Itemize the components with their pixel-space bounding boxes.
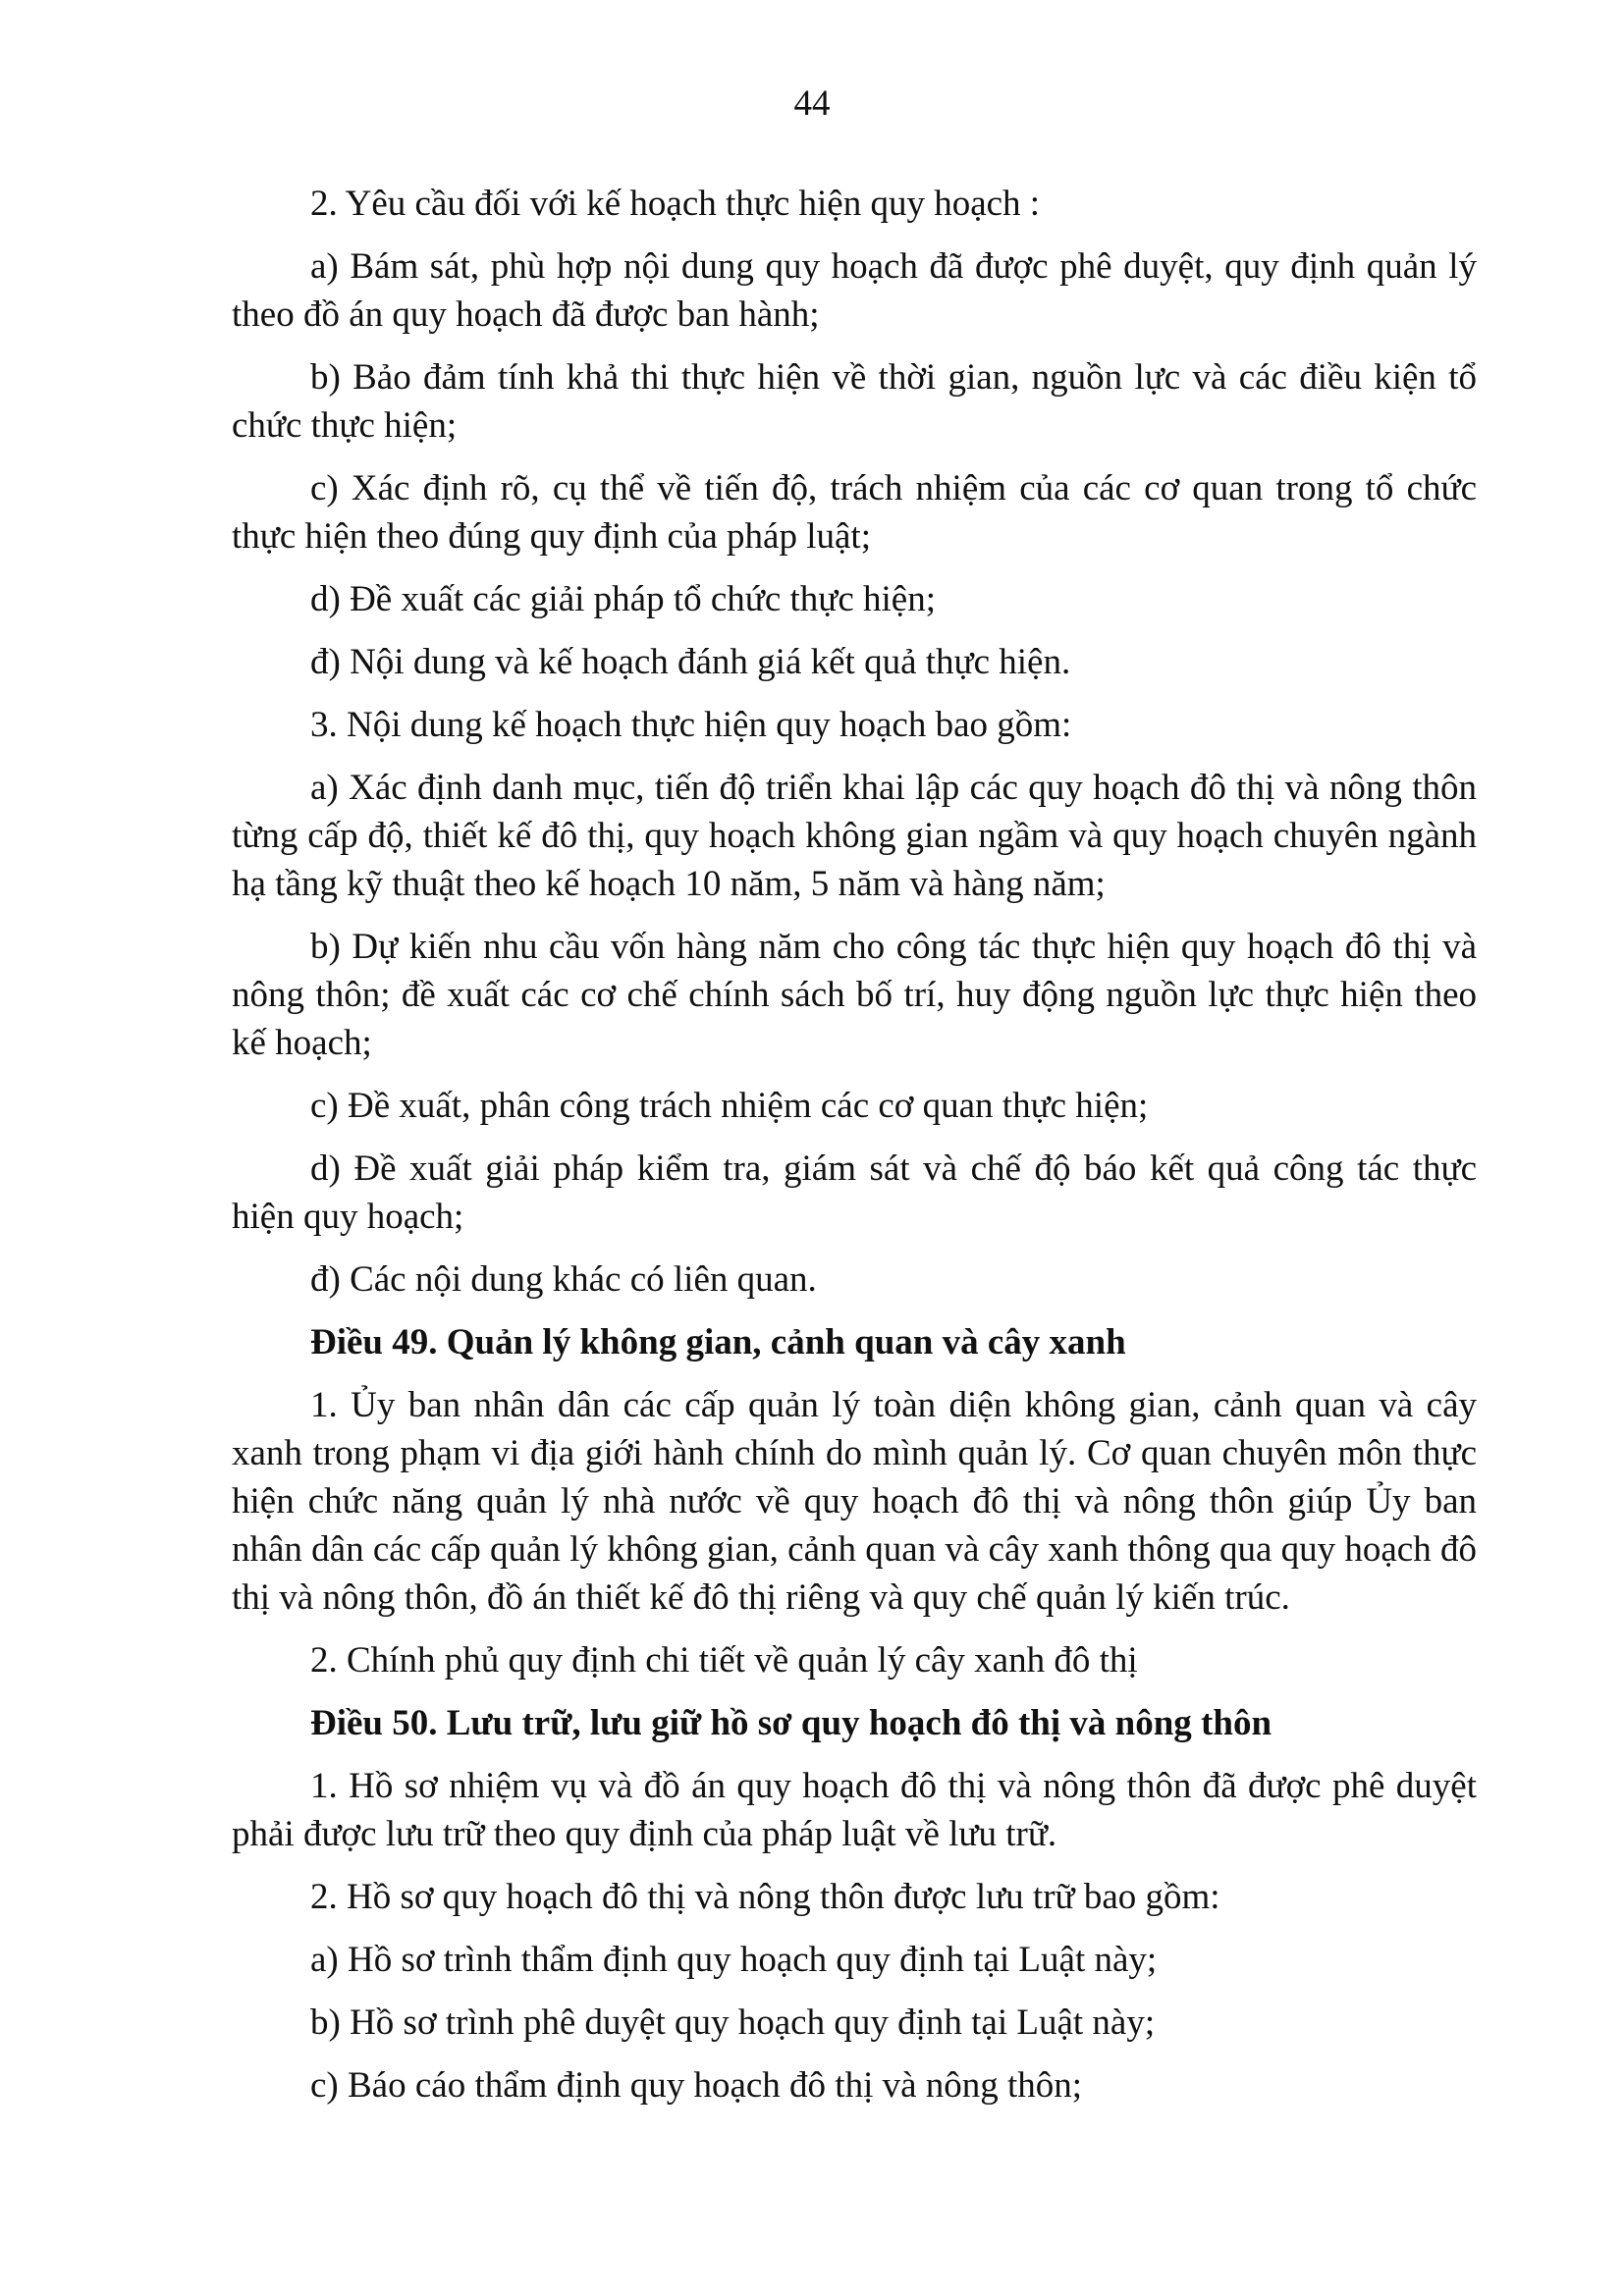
- paragraph: c) Xác định rõ, cụ thể về tiến độ, trách nhiệm của các cơ quan trong tổ chức thực hiện theo đúng quy định của pháp luật;: [232, 468, 1477, 557]
- paragraph: d) Đề xuất giải pháp kiểm tra, giám sát và chế độ báo kết quả công tác thực hiện quy hoạch;: [232, 1148, 1477, 1237]
- paragraph: c) Đề xuất, phân công trách nhiệm các cơ quan thực hiện;: [310, 1086, 1149, 1126]
- document-body: [232, 180, 1477, 2124]
- paragraph: 1. Ủy ban nhân dân các cấp quản lý toàn diện không gian, cảnh quan và cây xanh trong phạm vi địa giới hành chính do mình quản lý. Cơ quan chuyên môn thực hiện chức năng quản lý nhà nước về quy hoạch đô thị và nông thôn giúp Ủy ban nhân dân các cấp quản lý không gian, cảnh quan và cây xanh thông qua quy hoạch đô thị và nông thôn, đồ án thiết kế đô thị riêng và quy chế quản lý kiến trúc.: [232, 1385, 1477, 1618]
- paragraph: b) Bảo đảm tính khả thi thực hiện về thời gian, nguồn lực và các điều kiện tổ chức thực hiện;: [232, 357, 1477, 446]
- paragraph: đ) Nội dung và kế hoạch đánh giá kết quả thực hiện.: [310, 642, 1071, 682]
- paragraph: 2. Yêu cầu đối với kế hoạch thực hiện quy hoạch :: [310, 184, 1041, 224]
- paragraph: 1. Hồ sơ nhiệm vụ và đồ án quy hoạch đô thị và nông thôn đã được phê duyệt phải được lưu trữ theo quy định của pháp luật về lưu trữ.: [232, 1766, 1477, 1854]
- paragraph: b) Dự kiến nhu cầu vốn hàng năm cho công tác thực hiện quy hoạch đô thị và nông thôn; đề xuất các cơ chế chính sách bố trí, huy động nguồn lực thực hiện theo kế hoạch;: [232, 927, 1477, 1063]
- paragraph: a) Bám sát, phù hợp nội dung quy hoạch đã được phê duyệt, quy định quản lý theo đồ án quy hoạch đã được ban hành;: [232, 246, 1477, 335]
- paragraph: đ) Các nội dung khác có liên quan.: [310, 1259, 817, 1300]
- paragraph: d) Đề xuất các giải pháp tổ chức thực hiện;: [310, 579, 937, 619]
- page-number: 44: [793, 83, 831, 124]
- paragraph: c) Báo cáo thẩm định quy hoạch đô thị và nông thôn;: [310, 2065, 1083, 2106]
- paragraph: 2. Hồ sơ quy hoạch đô thị và nông thôn được lưu trữ bao gồm:: [310, 1877, 1220, 1917]
- paragraph: a) Hồ sơ trình thẩm định quy hoạch quy định tại Luật này;: [310, 1940, 1158, 1980]
- paragraph: 3. Nội dung kế hoạch thực hiện quy hoạch bao gồm:: [310, 705, 1072, 745]
- article-heading-50: Điều 50. Lưu trữ, lưu giữ hồ sơ quy hoạch đô thị và nông thôn: [310, 1703, 1272, 1743]
- paragraph: 2. Chính phủ quy định chi tiết về quản lý cây xanh đô thị: [310, 1640, 1138, 1681]
- article-heading-49: Điều 49. Quản lý không gian, cảnh quan và cây xanh: [310, 1322, 1126, 1362]
- paragraph: a) Xác định danh mục, tiến độ triển khai lập các quy hoạch đô thị và nông thôn từng cấp độ, thiết kế đô thị, quy hoạch không gian ngầm và quy hoạch chuyên ngành hạ tầng kỹ thuật theo kế hoạch 10 năm, 5 năm và hàng năm;: [232, 768, 1477, 904]
- paragraph: b) Hồ sơ trình phê duyệt quy hoạch quy định tại Luật này;: [310, 2002, 1156, 2043]
